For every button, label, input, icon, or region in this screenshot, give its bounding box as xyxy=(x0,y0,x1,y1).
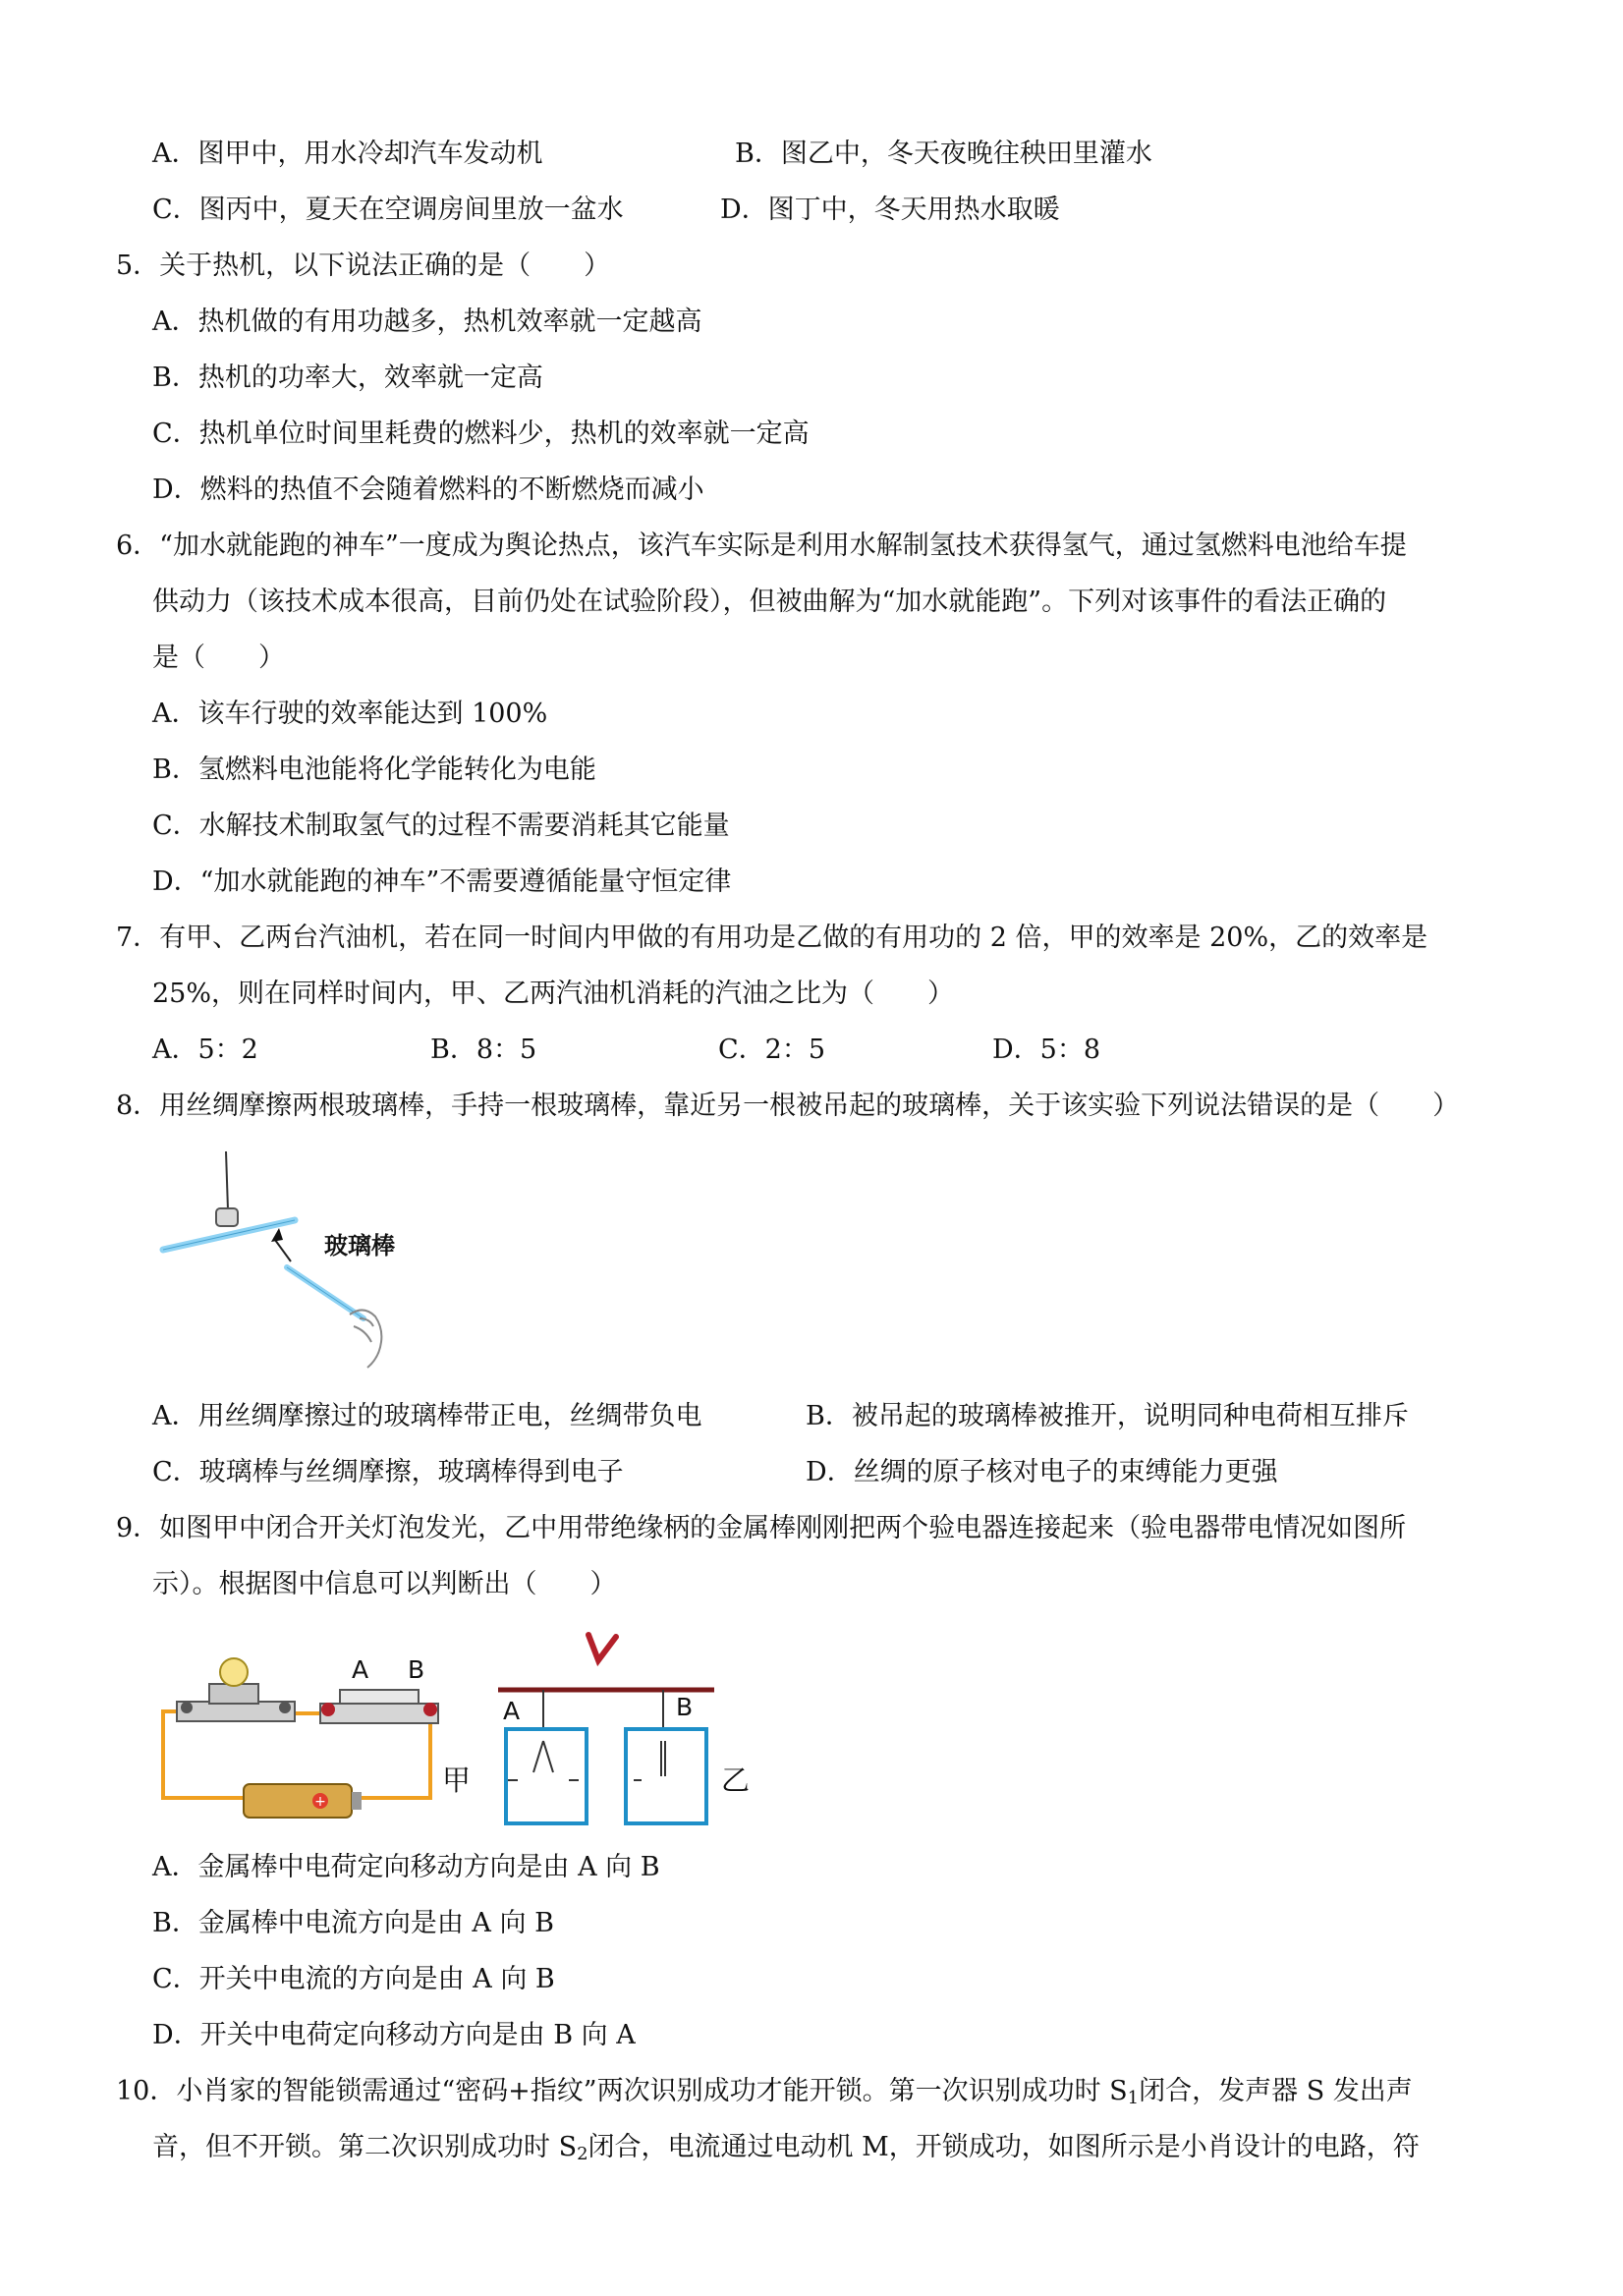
q4-option-a: A．图甲中，用水冷却汽车发动机 xyxy=(152,139,543,169)
electroscope-label-b: B xyxy=(676,1693,694,1721)
q5-option-a: A．热机做的有用功越多，热机效率就一定越高 xyxy=(152,307,702,337)
q6-option-b: B．氢燃料电池能将化学能转化为电能 xyxy=(152,755,596,785)
q9-option-c: C．开关中电流的方向是由 A 向 B xyxy=(152,1964,555,1994)
q5-option-c: C．热机单位时间里耗费的燃料少，热机的效率就一定高 xyxy=(152,419,810,449)
q5-option-d: D．燃料的热值不会随着燃料的不断燃烧而减小 xyxy=(152,475,704,505)
q8-stem: 8．用丝绸摩擦两根玻璃棒，手持一根玻璃棒，靠近另一根被吊起的玻璃棒，关于该实验下列说法错误的是（ ） xyxy=(116,1091,1460,1121)
q10-stem-line1: 10．小肖家的智能锁需通过“密码+指纹”两次识别成功才能开锁。第一次识别成功时 $S_1$闭合，发声器 S 发出声 xyxy=(116,2076,1413,2108)
q4-option-d: D．图丁中，冬天用热水取暖 xyxy=(720,195,1060,225)
q9-stem-line1: 9．如图甲中闭合开关灯泡发光，乙中用带绝缘柄的金属棒刚刚把两个验电器连接起来（验电器带电情况如图所 xyxy=(116,1513,1407,1543)
q6-stem-line3: 是（ ） xyxy=(152,643,285,673)
q5-stem: 5．关于热机，以下说法正确的是（ ） xyxy=(116,251,611,281)
q6-option-c: C．水解技术制取氢气的过程不需要消耗其它能量 xyxy=(152,811,730,841)
q7-option-c: C．2：5 xyxy=(718,1035,826,1065)
q10-stem-line2: 音，但不开锁。第二次识别成功时 $S_2$闭合，电流通过电动机 M，开锁成功，如图所示是小肖设计的电路，符 xyxy=(152,2132,1420,2164)
q4-option-b: B．图乙中，冬天夜晚往秧田里灌水 xyxy=(735,139,1152,169)
figure-label-jia: 甲 xyxy=(442,1764,472,1797)
switch-label-b: B xyxy=(408,1655,425,1684)
glass-rod-label: 玻璃棒 xyxy=(324,1232,395,1260)
electroscope-figure-yi xyxy=(486,1631,722,1832)
q8-option-a: A．用丝绸摩擦过的玻璃棒带正电，丝绸带负电 xyxy=(152,1401,702,1431)
q6-option-a: A．该车行驶的效率能达到 100% xyxy=(152,699,548,729)
figure-label-yi: 乙 xyxy=(721,1764,751,1797)
q8-option-c: C．玻璃棒与丝绸摩擦，玻璃棒得到电子 xyxy=(152,1457,624,1487)
q9-stem-line2: 示）。根据图中信息可以判断出（ ） xyxy=(152,1569,617,1599)
q7-option-a: A．5：2 xyxy=(152,1035,258,1065)
q9-option-d: D．开关中电荷定向移动方向是由 B 向 A xyxy=(152,2020,636,2050)
q6-stem-line1: 6．“加水就能跑的神车”一度成为舆论热点，该汽车实际是利用水解制氢技术获得氢气，通过氢燃料电池给车提 xyxy=(116,531,1407,561)
q9-option-b: B．金属棒中电流方向是由 A 向 B xyxy=(152,1908,554,1938)
q7-stem-line1: 7．有甲、乙两台汽油机，若在同一时间内甲做的有用功是乙做的有用功的 2 倍，甲的效率是 20%，乙的效率是 xyxy=(116,923,1428,953)
q9-option-a: A．金属棒中电荷定向移动方向是由 A 向 B xyxy=(152,1852,660,1882)
circuit-figure-jia xyxy=(155,1651,479,1827)
q4-option-c: C．图丙中，夏天在空调房间里放一盆水 xyxy=(152,195,624,225)
q7-stem-line2: 25%，则在同样时间内，甲、乙两汽油机消耗的汽油之比为（ ） xyxy=(152,979,955,1009)
svg-text:+: + xyxy=(314,1794,326,1810)
q8-option-d: D．丝绸的原子核对电子的束缚能力更强 xyxy=(806,1457,1278,1487)
q7-option-d: D．5：8 xyxy=(992,1035,1101,1065)
q6-option-d: D．“加水就能跑的神车”不需要遵循能量守恒定律 xyxy=(152,867,732,897)
switch-label-a: A xyxy=(352,1655,369,1684)
q7-option-b: B．8：5 xyxy=(430,1035,537,1065)
electroscope-label-a: A xyxy=(503,1697,521,1725)
q5-option-b: B．热机的功率大，效率就一定高 xyxy=(152,363,543,393)
q6-stem-line2: 供动力（该技术成本很高，目前仍处在试验阶段），但被曲解为“加水就能跑”。下列对该事件的看法正确的 xyxy=(152,587,1387,617)
q8-option-b: B．被吊起的玻璃棒被推开，说明同种电荷相互排斥 xyxy=(806,1401,1409,1431)
